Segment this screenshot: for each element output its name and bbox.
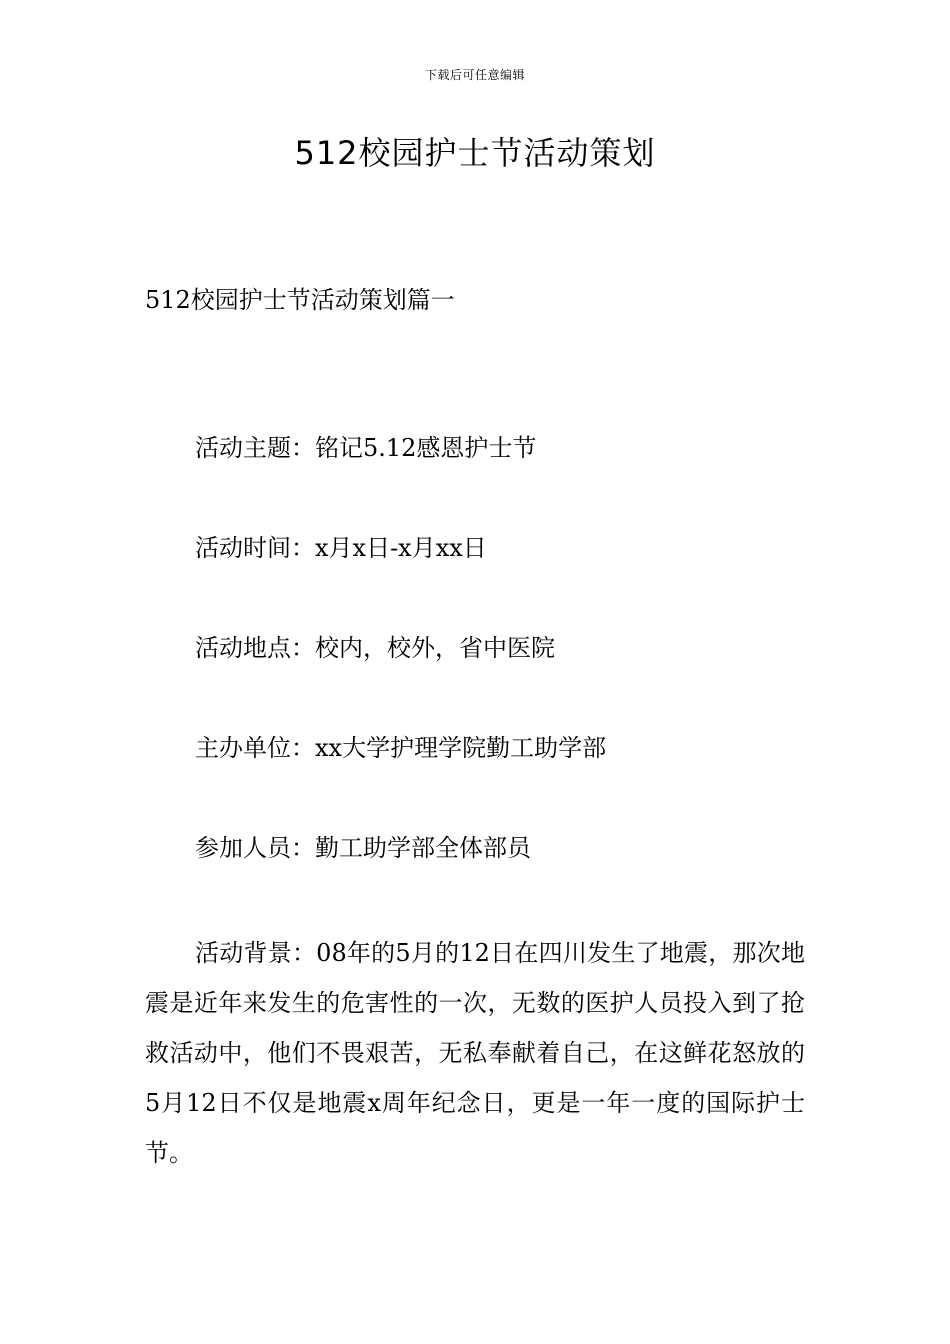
organizer-line: 主办单位：xx大学护理学院勤工助学部: [195, 734, 607, 762]
participants-line: 参加人员：勤工助学部全体部员: [195, 834, 531, 862]
activity-time-line: 活动时间：x月x日-x月xx日: [195, 534, 487, 562]
activity-background-paragraph: 活动背景：08年的5月的12日在四川发生了地震，那次地震是近年来发生的危害性的一次，无数的医护人员投入到了抢救活动中，他们不畏艰苦，无私奉献着自己，在这鲜花怒放的5月12日不仅是地震x周年纪念日，更是一年一度的国际护士节。: [145, 939, 805, 1167]
section-heading: 512校园护士节活动策划篇一: [145, 286, 455, 314]
activity-theme-line: 活动主题：铭记5.12感恩护士节: [195, 434, 537, 462]
activity-place-line: 活动地点：校内，校外，省中医院: [195, 634, 555, 662]
document-title: 512校园护士节活动策划: [294, 134, 656, 172]
header-note: 下载后可任意编辑: [424, 68, 525, 82]
